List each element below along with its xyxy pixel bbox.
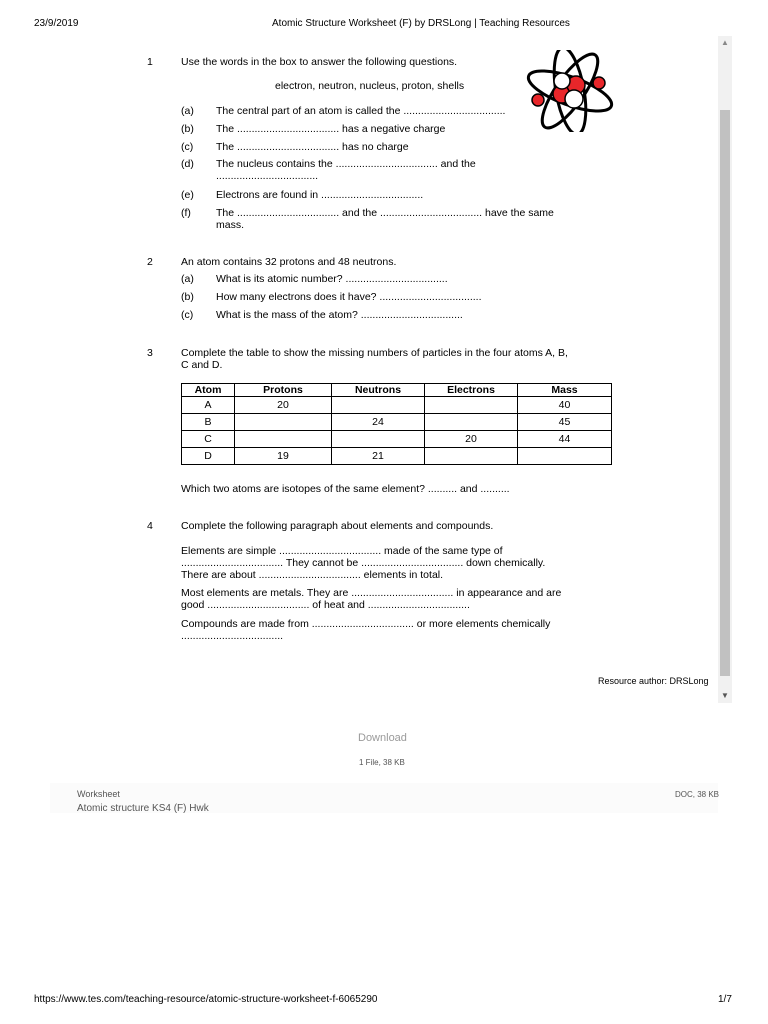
table-row xyxy=(182,448,612,465)
print-date: 23/9/2019 xyxy=(34,18,79,29)
file-type-label: Worksheet xyxy=(77,789,120,799)
table-header: Atom xyxy=(182,384,235,397)
table-row xyxy=(182,414,612,431)
paragraph-line: Compounds are made from ................................... or more elements chemically xyxy=(181,618,551,630)
word-box: electron, neutron, nucleus, proton, shells xyxy=(275,80,465,92)
question-4-number: 4 xyxy=(147,520,153,532)
question-4-text: Complete the following paragraph about elements and compounds. xyxy=(181,520,494,532)
table-cell xyxy=(425,414,518,431)
scroll-down-arrow-icon[interactable]: ▼ xyxy=(721,691,729,700)
table-cell: C xyxy=(182,431,235,448)
table-header: Neutrons xyxy=(332,384,425,397)
q1-item-text-continued: mass. xyxy=(216,219,245,231)
q1-item-text: The ................................... has no charge xyxy=(216,141,409,153)
q1-item-label: (a) xyxy=(181,105,194,117)
q2-item-label: (c) xyxy=(181,309,194,321)
paragraph-line: ................................... xyxy=(181,630,284,642)
question-2-text: An atom contains 32 protons and 48 neutrons. xyxy=(181,256,397,268)
q2-item-text: What is its atomic number? ................................... xyxy=(216,273,448,285)
table-cell: 44 xyxy=(518,431,612,448)
q1-item-label: (f) xyxy=(181,207,191,219)
file-count: 1 File, 38 KB xyxy=(359,758,405,767)
scroll-up-arrow-icon[interactable]: ▲ xyxy=(721,38,729,47)
table-cell xyxy=(425,448,518,465)
paragraph-line: good ................................... of heat and ................................... xyxy=(181,599,470,611)
question-2-number: 2 xyxy=(147,256,153,268)
page-number: 1/7 xyxy=(718,994,732,1005)
table-cell: D xyxy=(182,448,235,465)
q1-item-label: (d) xyxy=(181,158,194,170)
question-3-number: 3 xyxy=(147,347,153,359)
q1-item-text-continued: ................................... xyxy=(216,170,319,182)
question-3-text-continued: C and D. xyxy=(181,359,223,371)
q1-item-text: The ................................... and the ................................... have the same xyxy=(216,207,554,219)
table-cell: 20 xyxy=(425,431,518,448)
q1-item-label: (c) xyxy=(181,141,194,153)
table-row xyxy=(182,397,612,414)
table-cell xyxy=(235,431,332,448)
atom-icon xyxy=(518,50,622,132)
page-url: https://www.tes.com/teaching-resource/atomic-structure-worksheet-f-6065290 xyxy=(34,994,378,1005)
table-cell xyxy=(518,448,612,465)
question-1-number: 1 xyxy=(147,56,153,68)
table-cell: 20 xyxy=(235,397,332,414)
table-cell xyxy=(425,397,518,414)
table-row xyxy=(182,431,612,448)
resource-author: Resource author: DRSLong xyxy=(598,676,709,686)
question-3-followup: Which two atoms are isotopes of the same element? .......... and .......... xyxy=(181,483,510,495)
scrollbar-thumb[interactable] xyxy=(720,110,730,676)
q2-item-text: How many electrons does it have? ................................... xyxy=(216,291,482,303)
paragraph-line: ................................... They cannot be ................................... down chemically. xyxy=(181,557,546,569)
table-cell xyxy=(332,397,425,414)
q1-item-label: (e) xyxy=(181,189,194,201)
page-title: Atomic Structure Worksheet (F) by DRSLong | Teaching Resources xyxy=(272,18,570,29)
q1-item-text: The nucleus contains the ................................... and the xyxy=(216,158,476,170)
table-cell xyxy=(332,431,425,448)
question-3-text: Complete the table to show the missing numbers of particles in the four atoms A, B, xyxy=(181,347,568,359)
table-header: Mass xyxy=(518,384,612,397)
q1-item-text: Electrons are found in ................................... xyxy=(216,189,424,201)
q1-item-label: (b) xyxy=(181,123,194,135)
table-header: Protons xyxy=(235,384,332,397)
table-cell: 45 xyxy=(518,414,612,431)
table-cell: A xyxy=(182,397,235,414)
question-1-text: Use the words in the box to answer the following questions. xyxy=(181,56,458,68)
particles-table xyxy=(181,383,612,465)
paragraph-line: Elements are simple ................................... made of the same type of xyxy=(181,545,503,557)
table-header: Electrons xyxy=(425,384,518,397)
download-button[interactable]: Download xyxy=(358,732,407,744)
file-meta: DOC, 38 KB xyxy=(675,790,720,799)
paragraph-line: There are about ................................... elements in total. xyxy=(181,569,444,581)
table-header-row xyxy=(182,384,612,397)
table-cell: 21 xyxy=(332,448,425,465)
q2-item-label: (a) xyxy=(181,273,194,285)
paragraph-line: Most elements are metals. They are ................................... in appearance and are xyxy=(181,587,562,599)
table-cell: B xyxy=(182,414,235,431)
table-cell xyxy=(235,414,332,431)
q2-item-text: What is the mass of the atom? ................................... xyxy=(216,309,463,321)
q1-item-text: The ................................... has a negative charge xyxy=(216,123,446,135)
file-title[interactable]: Atomic structure KS4 (F) Hwk xyxy=(77,803,209,814)
q2-item-label: (b) xyxy=(181,291,194,303)
table-cell: 24 xyxy=(332,414,425,431)
table-cell: 40 xyxy=(518,397,612,414)
q1-item-text: The central part of an atom is called the ................................... xyxy=(216,105,506,117)
table-cell: 19 xyxy=(235,448,332,465)
